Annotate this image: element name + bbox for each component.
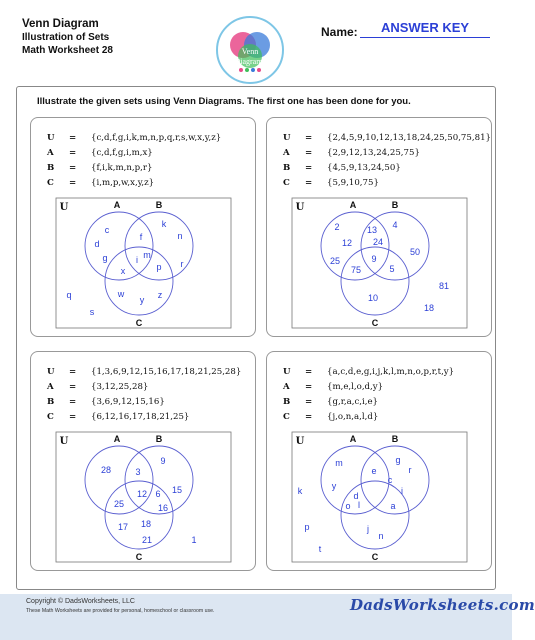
set-a-label: A [349, 434, 357, 444]
set-element: 9 [371, 254, 377, 264]
set-element: 3 [135, 467, 141, 477]
set-a-label: A [113, 200, 121, 210]
set-element: 6 [155, 489, 161, 499]
set-element: g [102, 253, 108, 263]
set-element: k [297, 486, 303, 496]
set-symbol: B [283, 396, 291, 407]
set-element: s [89, 307, 95, 317]
venn-diagram [267, 118, 493, 338]
set-members: {g,r,a,c,i,e} [327, 396, 379, 407]
set-element: c [387, 475, 393, 485]
set-element: y [331, 481, 337, 491]
set-element: 50 [409, 247, 421, 257]
set-element: f [139, 232, 143, 242]
set-element: 16 [157, 503, 169, 513]
problem-card-1 [30, 117, 256, 337]
set-equals: = [69, 177, 77, 188]
set-element: 24 [372, 237, 384, 247]
set-equals: = [69, 396, 77, 407]
set-equals: = [69, 366, 77, 377]
set-b-label: B [155, 200, 163, 210]
set-c-label: C [135, 552, 143, 562]
brand-logo: DadsWorksheets.com [350, 596, 535, 614]
venn-diagram [31, 118, 257, 338]
set-element: n [378, 531, 384, 541]
set-a-label: A [349, 200, 357, 210]
set-members: {f,i,k,m,n,p,r} [91, 162, 153, 173]
set-symbol: B [47, 162, 55, 173]
set-c-label: C [371, 318, 379, 328]
set-symbol: B [47, 396, 55, 407]
set-element: 18 [140, 519, 152, 529]
set-equals: = [305, 147, 313, 158]
set-element: w [117, 289, 125, 299]
set-equals: = [69, 411, 77, 422]
universe-label: U [295, 202, 305, 213]
set-symbol: A [47, 147, 54, 158]
worksheet-header [22, 18, 113, 57]
set-equals: = [69, 132, 77, 143]
circle-c [341, 481, 409, 549]
universe-label: U [295, 436, 305, 447]
set-element: i [136, 255, 138, 265]
set-members: {c,d,f,g,i,k,m,n,p,q,r,s,w,x,y,z} [91, 132, 222, 143]
copyright-text: Copyright © DadsWorksheets, LLC [26, 598, 135, 605]
set-element: 25 [113, 499, 125, 509]
set-symbol: U [283, 132, 291, 143]
venn-logo [216, 16, 284, 84]
set-c-label: C [371, 552, 379, 562]
set-element: 81 [438, 281, 450, 291]
set-element: r [180, 259, 184, 269]
usage-notice: These Math Worksheets are provided for personal, homeschool or classroom use. [26, 608, 215, 614]
set-equals: = [305, 396, 313, 407]
set-symbol: C [47, 411, 54, 422]
set-members: {6,12,16,17,18,21,25} [91, 411, 190, 422]
set-element: d [353, 491, 359, 501]
set-members: {2,9,12,13,24,25,75} [327, 147, 420, 158]
set-element: 12 [136, 489, 148, 499]
set-element: o [345, 501, 351, 511]
set-symbol: C [283, 177, 290, 188]
set-symbol: C [47, 177, 54, 188]
universe-box [292, 432, 467, 562]
set-equals: = [69, 381, 77, 392]
set-element: q [66, 290, 72, 300]
venn-logo-icon [218, 18, 282, 82]
set-element: 17 [117, 522, 129, 532]
set-element: z [157, 290, 163, 300]
set-equals: = [69, 162, 77, 173]
set-equals: = [305, 381, 313, 392]
instructions: Illustrate the given sets using Venn Diagrams. The first one has been done for you. [37, 96, 411, 107]
worksheet-number: Math Worksheet 28 [22, 45, 113, 56]
set-b-label: B [155, 434, 163, 444]
set-equals: = [305, 366, 313, 377]
name-label: Name: [321, 25, 358, 39]
set-symbol: U [47, 132, 55, 143]
logo-text-venn: Venn [241, 47, 259, 56]
set-element: n [177, 231, 183, 241]
worksheet-subtitle: Illustration of Sets [22, 32, 110, 43]
venn-diagram [267, 352, 493, 572]
set-element: r [408, 465, 412, 475]
set-symbol: A [47, 381, 54, 392]
set-element: 2 [334, 222, 340, 232]
set-element: 18 [423, 303, 435, 313]
set-element: g [395, 455, 401, 465]
set-equals: = [305, 411, 313, 422]
set-equals: = [69, 147, 77, 158]
set-element: 21 [141, 535, 153, 545]
set-element: 5 [389, 264, 395, 274]
worksheet-title: Venn Diagram [22, 18, 99, 30]
set-element: 12 [341, 238, 353, 248]
set-symbol: U [283, 366, 291, 377]
set-members: {3,6,9,12,15,16} [91, 396, 165, 407]
set-symbol: A [283, 147, 290, 158]
set-b-label: B [391, 434, 399, 444]
set-element: t [318, 544, 322, 554]
circle-a [321, 446, 389, 514]
set-element: 13 [366, 225, 378, 235]
set-element: 4 [392, 220, 398, 230]
set-a-label: A [113, 434, 121, 444]
set-symbol: C [283, 411, 290, 422]
universe-label: U [59, 202, 69, 213]
logo-text-diagrams: Diagrams [234, 57, 266, 66]
universe-box [292, 198, 467, 328]
set-members: {a,c,d,e,g,i,j,k,l,m,n,o,p,r,t,y} [327, 366, 455, 377]
set-members: {m,e,l,o,d,y} [327, 381, 384, 392]
set-members: {4,5,9,13,24,50} [327, 162, 401, 173]
problem-card-4 [266, 351, 492, 571]
set-element: y [139, 295, 145, 305]
set-element: i [401, 486, 403, 496]
set-element: 75 [350, 265, 362, 275]
set-element: 1 [191, 535, 197, 545]
set-element: d [94, 239, 100, 249]
set-symbol: U [47, 366, 55, 377]
problem-card-2 [266, 117, 492, 337]
set-members: {i,m,p,w,x,y,z} [91, 177, 155, 188]
set-element: e [371, 466, 377, 476]
set-element: 25 [329, 256, 341, 266]
set-element: l [358, 500, 360, 510]
set-members: {1,3,6,9,12,15,16,17,18,21,25,28} [91, 366, 242, 377]
set-b-label: B [391, 200, 399, 210]
universe-box [56, 198, 231, 328]
problem-card-3 [30, 351, 256, 571]
set-members: {j,o,n,a,l,d} [327, 411, 379, 422]
set-element: m [143, 250, 151, 260]
set-element: x [120, 266, 126, 276]
universe-label: U [59, 436, 69, 447]
set-members: {5,9,10,75} [327, 177, 379, 188]
set-symbol: A [283, 381, 290, 392]
set-members: {2,4,5,9,10,12,13,18,24,25,50,75,81} [327, 132, 492, 143]
set-element: 9 [160, 456, 166, 466]
set-members: {3,12,25,28} [91, 381, 149, 392]
set-c-label: C [135, 318, 143, 328]
set-element: 28 [100, 465, 112, 475]
venn-diagram [31, 352, 257, 572]
set-element: c [104, 225, 110, 235]
set-element: m [335, 458, 343, 468]
set-element: 15 [171, 485, 183, 495]
set-symbol: B [283, 162, 291, 173]
set-element: j [367, 524, 369, 534]
set-equals: = [305, 132, 313, 143]
set-equals: = [305, 162, 313, 173]
answer-key: ANSWER KEY [360, 20, 490, 38]
set-element: 10 [367, 293, 379, 303]
set-element: a [390, 501, 396, 511]
set-equals: = [305, 177, 313, 188]
set-element: p [304, 522, 310, 532]
set-members: {c,d,f,g,i,m,x} [91, 147, 153, 158]
set-element: k [161, 219, 167, 229]
set-element: p [156, 262, 162, 272]
